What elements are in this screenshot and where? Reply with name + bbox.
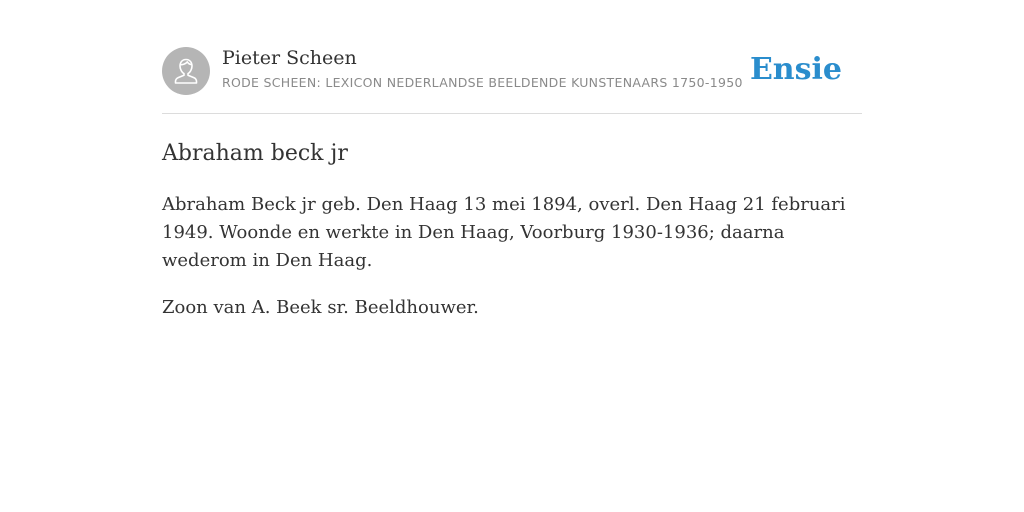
entry-card <box>162 44 862 341</box>
ensie-logo[interactable]: Ensie <box>749 52 842 87</box>
author-avatar[interactable] <box>162 47 210 95</box>
author-info <box>222 44 782 92</box>
entry-paragraph: Zoon van A. Beek sr. Beeldhouwer. <box>162 297 479 318</box>
entry-paragraph: Abraham Beck jr geb. Den Haag 13 mei 1894, overl. Den Haag 21 februari 1949. Woonde en werkte in Den Haag, Voorburg 1930-1936; daarna wederom in Den Haag. <box>162 194 846 271</box>
entry-title: Abraham beck jr <box>162 141 348 166</box>
entry-header <box>162 44 862 114</box>
author-name[interactable]: Pieter Scheen <box>222 47 357 69</box>
user-silhouette-icon <box>162 47 210 95</box>
entry-body <box>162 191 862 322</box>
source-label[interactable]: RODE SCHEEN: LEXICON NEDERLANDSE BEELDENDE KUNSTENAARS 1750-1950 <box>222 75 743 90</box>
